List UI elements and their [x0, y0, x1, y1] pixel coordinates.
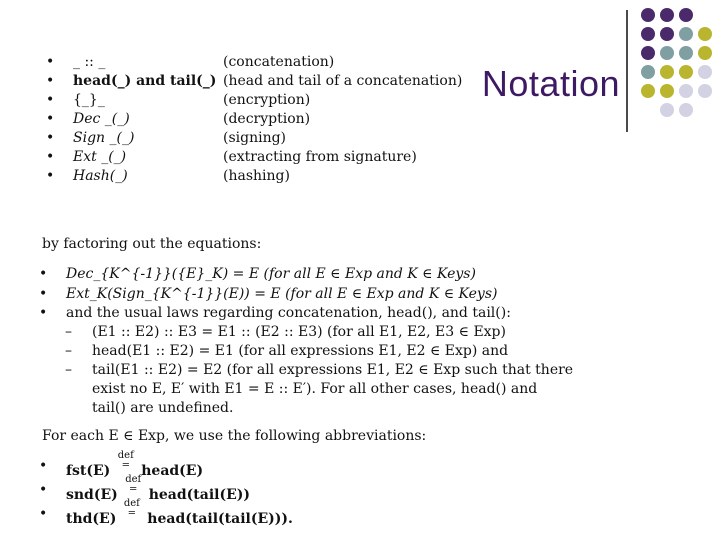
notation-item	[73, 54, 334, 70]
notation-symbol: _ :: _	[73, 54, 106, 70]
def-label: def	[123, 498, 140, 509]
abbrev-rhs: head(tail(E))	[148, 487, 251, 503]
equation-text: Dec_{K^{-1}}({E}_K) = E (for all E ∈ Exp and K ∈ Keys)	[66, 266, 476, 282]
abbrev-item	[66, 498, 293, 527]
law-continuation: tail() are undefined.	[92, 400, 234, 416]
notation-item	[73, 149, 417, 165]
dot	[679, 8, 693, 22]
law-item	[92, 343, 508, 359]
dot	[679, 103, 693, 117]
dot	[660, 65, 674, 79]
dot	[660, 27, 674, 41]
law-text: tail(E1 :: E2) = E2 (for all expressions E1, E2 ∈ Exp such that there	[92, 362, 574, 378]
equation-text: and the usual laws regarding concatenation, head(), and tail():	[66, 305, 511, 321]
dot	[698, 46, 712, 60]
equation-item	[66, 266, 476, 282]
equation-item	[66, 286, 497, 302]
law-text: (E1 :: E2) :: E3 = E1 :: (E2 :: E3) (for all E1, E2, E3 ∈ Exp)	[92, 324, 506, 340]
abbrev-rhs: head(E)	[141, 463, 204, 479]
notation-symbol: Ext _(_)	[73, 149, 127, 165]
abbrev-lhs: thd(E)	[66, 511, 117, 527]
notation-desc: (encryption)	[223, 92, 311, 108]
dot	[660, 84, 674, 98]
notation-item	[73, 92, 310, 108]
dot	[679, 84, 693, 98]
def-equals: def =	[117, 450, 134, 471]
notation-item	[73, 73, 462, 89]
page-title: Notation	[481, 63, 620, 104]
dot	[641, 65, 655, 79]
notation-desc: (signing)	[223, 130, 287, 146]
dot	[698, 65, 712, 79]
def-label: def	[117, 450, 134, 461]
decorative-dot-grid	[636, 8, 720, 120]
dot	[679, 65, 693, 79]
law-item	[92, 324, 506, 340]
dot	[660, 8, 674, 22]
dot	[641, 27, 655, 41]
dot	[698, 27, 712, 41]
dot	[679, 27, 693, 41]
divider-line	[626, 10, 628, 132]
equation-item	[66, 305, 511, 321]
notation-item	[73, 111, 310, 127]
dot	[641, 46, 655, 60]
abbrev-intro: For each E ∈ Exp, we use the following abbreviations:	[42, 428, 427, 444]
notation-symbol: Hash(_)	[73, 168, 128, 184]
notation-symbol: Dec _(_)	[73, 111, 130, 127]
notation-desc: (hashing)	[223, 168, 290, 184]
abbrev-item	[66, 474, 251, 503]
equation-text: Ext_K(Sign_{K^{-1}}(E)) = E (for all E ∈ Exp and K ∈ Keys)	[66, 286, 498, 302]
notation-item	[73, 130, 286, 146]
dot	[660, 103, 674, 117]
notation-desc: (concatenation)	[223, 54, 335, 70]
notation-symbol: Sign _(_)	[73, 130, 135, 146]
law-item	[92, 362, 573, 378]
factoring-intro: by factoring out the equations:	[42, 236, 262, 252]
dot	[660, 46, 674, 60]
dot	[641, 84, 655, 98]
notation-item	[73, 168, 290, 184]
dot	[679, 46, 693, 60]
notation-desc: (decryption)	[223, 111, 311, 127]
def-equals: def =	[125, 474, 142, 495]
dot	[641, 8, 655, 22]
law-text: head(E1 :: E2) = E1 (for all expressions E1, E2 ∈ Exp) and	[92, 343, 509, 359]
notation-symbol: head(_) and tail(_)	[73, 73, 217, 89]
notation-desc: (head and tail of a concatenation)	[223, 73, 463, 89]
def-equals: def =	[123, 498, 140, 519]
notation-desc: (extracting from signature)	[223, 149, 417, 165]
abbrev-lhs: snd(E)	[66, 487, 118, 503]
notation-symbol: {_}_	[73, 92, 105, 108]
dot	[698, 84, 712, 98]
abbrev-rhs: head(tail(tail(E))).	[147, 511, 293, 527]
law-continuation: exist no E, E′ with E1 = E :: E′). For all other cases, head() and	[92, 381, 538, 397]
def-label: def	[125, 474, 142, 485]
abbrev-lhs: fst(E)	[66, 463, 111, 479]
